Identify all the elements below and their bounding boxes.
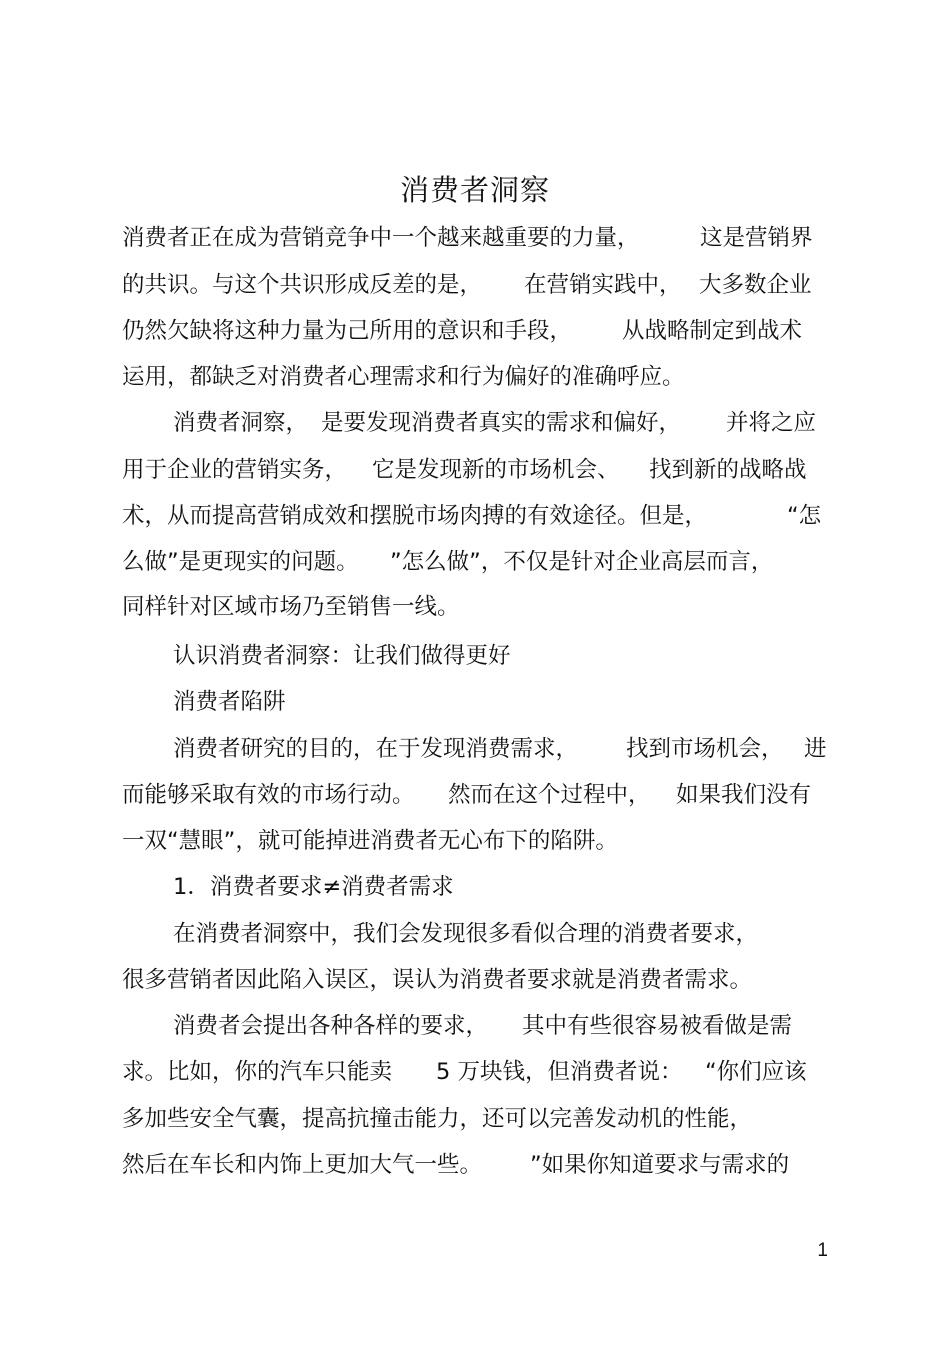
- text-segment: 并将之应: [726, 410, 817, 436]
- text-segment: 消费者洞察，: [173, 410, 309, 436]
- text-segment: 认识消费者洞察：让我们做得更好: [173, 643, 511, 669]
- text-segment: 术，从而提高营销成效和摆脱市场肉搏的有效途径。但是，: [122, 503, 708, 529]
- text-segment: 多加些安全气囊，提高抗撞击能力，还可以完善发动机的性能，: [122, 1106, 753, 1132]
- page-number: 1: [817, 1240, 828, 1261]
- text-line: [122, 401, 828, 445]
- text-segment: 是要发现消费者真实的需求和偏好，: [321, 410, 682, 436]
- text-line: [122, 448, 828, 492]
- text-line: [122, 216, 828, 260]
- text-segment: “怎: [787, 503, 822, 529]
- text-segment: 仍然欠缺将这种力量为己所用的意识和手段，: [122, 318, 573, 344]
- text-line: [122, 680, 828, 724]
- text-segment: 在消费者洞察中，我们会发现很多看似合理的消费者要求，: [173, 921, 759, 947]
- text-segment: 找到市场机会，: [626, 736, 784, 762]
- text-segment: 而能够采取有效的市场行动。: [122, 782, 415, 808]
- text-segment: 大多数企业: [699, 272, 812, 298]
- text-segment: 运用，都缺乏对消费者心理需求和行为偏好的准确呼应。: [122, 364, 685, 390]
- text-segment: 1．消费者要求≠消费者需求: [173, 874, 454, 900]
- text-line: [122, 958, 828, 1002]
- text-segment: 求。比如，你的汽车只能卖: [122, 1059, 393, 1085]
- text-line: [122, 1097, 828, 1141]
- text-line: [122, 1143, 828, 1187]
- text-line: [122, 309, 828, 353]
- text-segment: 在营销实践中，: [524, 272, 682, 298]
- text-segment: 一双“慧眼”，就可能掉进消费者无心布下的陷阱。: [122, 828, 618, 854]
- text-line: [122, 540, 828, 584]
- text-line: [122, 263, 828, 307]
- text-segment: 5 万块钱，但消费者说：: [436, 1059, 683, 1085]
- text-segment: ”如果你知道要求与需求的: [530, 1152, 790, 1178]
- text-line: [122, 1004, 828, 1048]
- text-line: [122, 494, 828, 538]
- text-line: [122, 355, 828, 399]
- text-segment: 如果我们没有: [676, 782, 812, 808]
- text-segment: 然而在这个过程中，: [448, 782, 651, 808]
- text-segment: 从战略制定到战术: [622, 318, 803, 344]
- text-line: [122, 1050, 828, 1094]
- text-line: [122, 773, 828, 817]
- text-line: [122, 727, 828, 771]
- text-line: [122, 865, 828, 909]
- text-segment: 么做”是更现实的问题。: [122, 549, 359, 575]
- text-segment: 然后在车长和内饰上更加大气一些。: [122, 1152, 483, 1178]
- text-segment: 这是营销界: [700, 225, 813, 251]
- text-segment: 消费者研究的目的，在于发现消费需求，: [173, 736, 579, 762]
- text-segment: 消费者陷阱: [173, 689, 286, 715]
- text-line: [122, 585, 828, 629]
- text-line: [122, 912, 828, 956]
- text-line: [122, 634, 828, 678]
- text-segment: “你们应该: [705, 1059, 807, 1085]
- text-segment: 它是发现新的市场机会、: [372, 457, 620, 483]
- text-segment: 其中有些很容易被看做是需: [522, 1013, 793, 1039]
- text-segment: 用于企业的营销实务，: [122, 457, 348, 483]
- text-segment: 的共识。与这个共识形成反差的是，: [122, 272, 483, 298]
- text-segment: 消费者会提出各种各样的要求，: [173, 1013, 489, 1039]
- text-segment: 同样针对区域市场乃至销售一线。: [122, 594, 460, 620]
- text-segment: ”怎么做”，不仅是针对企业高层而言，: [390, 549, 774, 575]
- text-segment: 进: [804, 736, 827, 762]
- page-title: 消费者洞察: [399, 173, 550, 207]
- text-segment: 很多营销者因此陷入误区，误认为消费者要求就是消费者需求。: [122, 967, 753, 993]
- text-segment: 消费者正在成为营销竞争中一个越来越重要的力量，: [122, 225, 640, 251]
- text-segment: 找到新的战略战: [649, 457, 807, 483]
- text-line: [122, 819, 828, 863]
